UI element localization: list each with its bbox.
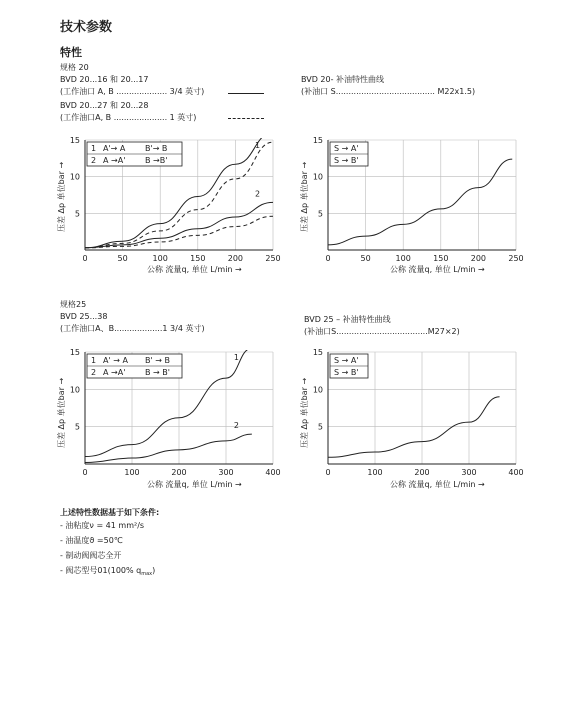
legend-entry: A →A' [103,368,126,377]
y-tick-label: 5 [317,422,323,432]
x-tick-label: 400 [265,468,281,477]
series-label: 1 [255,141,261,150]
x-tick-label: 100 [367,468,383,477]
legend-number: 1 [91,144,97,153]
legend-entry: B →B' [145,156,168,165]
x-tick-label: 100 [124,468,140,477]
x-tick-label: 0 [82,254,88,263]
legend-entry: S → A' [334,356,359,365]
model-label: BVD 20...16 和 20...17 [60,75,149,84]
model-label: BVD 25 – 补油特性曲线 [304,315,391,324]
x-tick-label: 0 [82,468,88,477]
legend-entry: A'→ A [103,144,126,153]
port-label: (补油口 S....................................... M22x1.5) [301,87,476,96]
legend-entry: B'→ B [145,144,168,153]
legend-entry: S → B' [334,156,359,165]
condition-item: - 制动阀阀芯全开 [60,551,122,560]
y-tick-label: 10 [69,385,80,395]
x-axis-label: 公称 流量q, 单位 L/min → [147,265,242,274]
x-tick-label: 200 [414,468,430,477]
y-axis-label: 压差 Δp 单位bar → [300,161,309,232]
legend-entry: B' → B [145,356,170,365]
x-tick-label: 0 [325,468,331,477]
series-line [328,397,500,457]
port-label: (工作油口A、B...................1 3/4 英寸) [60,324,205,333]
legend-entry: B → B' [145,368,170,377]
series-label: 2 [255,189,261,199]
y-tick-label: 5 [317,209,323,219]
x-tick-label: 250 [265,254,281,263]
y-axis-label: 压差 Δp 单位bar → [57,161,66,232]
x-tick-label: 50 [360,254,371,263]
x-tick-label: 150 [190,254,206,263]
x-axis-label: 公称 流量q, 单位 L/min → [147,480,242,489]
port-label: (补油口S....................................M27×2) [304,327,460,336]
x-tick-label: 150 [433,254,449,263]
x-tick-label: 300 [218,468,234,477]
y-tick-label: 15 [69,136,80,145]
conditions-heading: 上述特性数据基于如下条件: [60,508,160,517]
model-label: BVD 25...38 [60,312,108,321]
y-tick-label: 10 [312,385,323,395]
x-tick-label: 200 [227,254,244,263]
legend-number: 2 [91,368,97,377]
x-tick-label: 200 [171,468,187,477]
x-tick-label: 400 [508,468,524,477]
x-axis-label: 公称 流量q, 单位 L/min → [390,265,485,274]
legend-number: 2 [91,156,97,165]
series-line [328,159,512,245]
x-tick-label: 0 [325,254,331,263]
page-title: 技术参数 [60,20,113,35]
port-label: (工作油口A, B ..................... 1 英寸) [60,113,197,122]
y-tick-label: 5 [74,209,80,219]
condition-text: ) [152,566,156,575]
x-tick-label: 200 [470,254,487,263]
condition-item [60,563,155,582]
condition-subscript: max [141,571,153,577]
y-tick-label: 15 [69,348,80,357]
y-axis-label: 压差 Δp 单位bar → [300,377,309,448]
x-tick-label: 100 [152,254,168,263]
y-tick-label: 5 [74,422,80,432]
series-label: 1 [233,353,239,362]
section-title: 特性 [60,46,82,59]
y-axis-label: 压差 Δp 单位bar → [57,377,66,448]
size-label: 规格25 [60,300,87,309]
size-label: 规格 20 [60,63,89,72]
port-label: (工作油口 A, B .................... 3/4 英寸) [60,87,205,96]
y-tick-label: 10 [69,172,80,182]
series-line [85,434,252,462]
x-tick-label: 50 [117,254,128,263]
legend-number: 1 [91,356,97,365]
condition-item: - 油温度ϑ =50℃ [60,536,123,545]
x-tick-label: 100 [395,254,411,263]
condition-text: - 阀芯型号01(100% q [60,566,142,575]
y-tick-label: 10 [312,172,323,182]
model-label: BVD 20- 补油特性曲线 [301,75,385,84]
y-tick-label: 15 [312,136,323,145]
x-tick-label: 250 [508,254,524,263]
series-label: 2 [233,421,239,431]
model-label: BVD 20...27 和 20...28 [60,101,149,110]
y-tick-label: 15 [312,348,323,357]
legend-entry: S → A' [334,144,359,153]
x-tick-label: 300 [461,468,477,477]
legend-entry: S → B' [334,368,359,377]
condition-item: - 油粘度ν = 41 mm²/s [60,521,145,530]
legend-entry: A →A' [103,156,126,165]
x-axis-label: 公称 流量q, 单位 L/min → [390,480,485,489]
legend-entry: A' → A [103,356,128,365]
